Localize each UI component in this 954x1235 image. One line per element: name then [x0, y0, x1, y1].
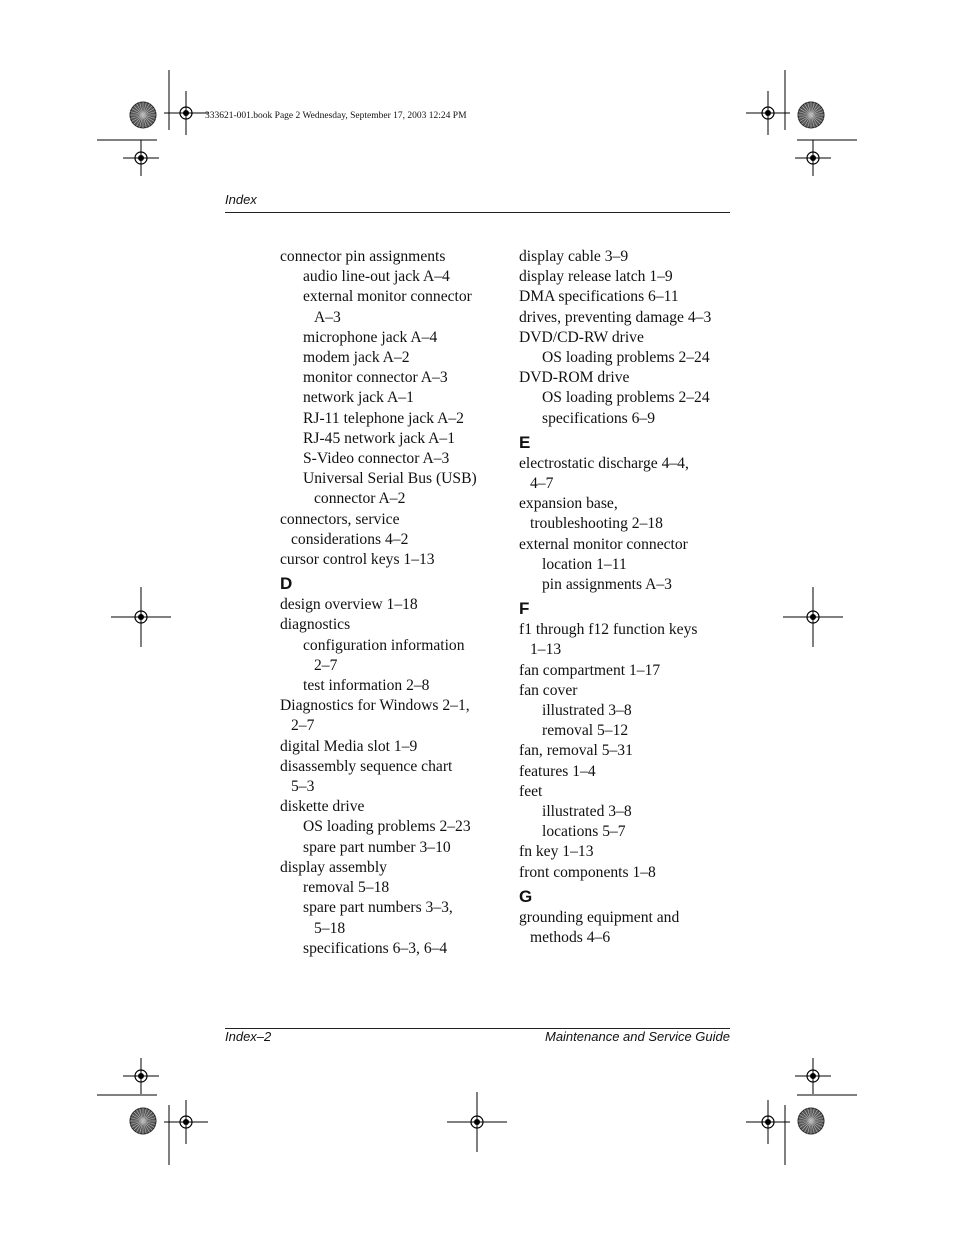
- registration-target-icon: [765, 1119, 771, 1125]
- index-entry: troubleshooting 2–18: [530, 515, 663, 533]
- index-letter-heading: D: [280, 574, 293, 594]
- index-entry: connector A–2: [314, 490, 406, 508]
- index-entry: fan cover: [519, 681, 578, 699]
- index-entry: DVD-ROM drive: [519, 369, 630, 387]
- index-entry: connectors, service: [280, 510, 400, 528]
- book-info-slug: 333621-001.book Page 2 Wednesday, September 17, 2003 12:24 PM: [205, 111, 467, 121]
- index-entry: OS loading problems 2–23: [303, 818, 471, 836]
- index-entry: digital Media slot 1–9: [280, 737, 418, 755]
- index-column-left: [280, 247, 505, 959]
- index-entry: A–3: [314, 308, 341, 326]
- index-entry: cursor control keys 1–13: [280, 551, 435, 569]
- header-rule: [225, 212, 730, 213]
- index-entry: 2–7: [314, 656, 338, 674]
- index-entry: S-Video connector A–3: [303, 450, 450, 468]
- index-letter-heading: E: [519, 432, 531, 452]
- index-entry: locations 5–7: [542, 823, 626, 841]
- index-entry: external monitor connector: [303, 288, 472, 306]
- book-title: Maintenance and Service Guide: [544, 1029, 730, 1044]
- registration-target-icon: [183, 110, 189, 116]
- index-entry: monitor connector A–3: [303, 369, 448, 387]
- index-entry: pin assignments A–3: [542, 576, 672, 594]
- registration-target-icon: [474, 1119, 480, 1125]
- index-entry: Diagnostics for Windows 2–1,: [280, 697, 470, 715]
- index-entry: 5–18: [314, 919, 346, 937]
- index-entry: drives, preventing damage 4–3: [519, 308, 712, 326]
- index-entry: removal 5–12: [542, 722, 629, 740]
- index-entry: display release latch 1–9: [519, 268, 673, 286]
- index-entry: specifications 6–9: [542, 409, 656, 427]
- index-entry: external monitor connector: [519, 535, 688, 553]
- index-entry: connector pin assignments: [280, 248, 446, 265]
- index-entry: DMA specifications 6–11: [519, 288, 679, 306]
- index-entry: f1 through f12 function keys: [519, 621, 698, 639]
- index-entry: 1–13: [530, 641, 562, 659]
- registration-target-icon: [765, 110, 771, 116]
- index-letter-heading: G: [519, 886, 533, 906]
- index-column-right: [519, 247, 734, 948]
- registration-target-icon: [183, 1119, 189, 1125]
- index-entry: display cable 3–9: [519, 248, 629, 265]
- index-entry: test information 2–8: [303, 677, 430, 695]
- index-entry: front components 1–8: [519, 863, 656, 881]
- index-entry: network jack A–1: [303, 389, 414, 407]
- index-entry: RJ-45 network jack A–1: [303, 429, 456, 447]
- running-head: Index: [225, 192, 257, 207]
- index-entry: specifications 6–3, 6–4: [303, 939, 448, 957]
- registration-target-icon: [810, 614, 816, 620]
- registration-target-icon: [138, 1073, 144, 1079]
- index-entry: Universal Serial Bus (USB): [303, 470, 477, 488]
- index-entry: removal 5–18: [303, 879, 390, 897]
- index-entry: fan compartment 1–17: [519, 661, 661, 679]
- registration-target-icon: [810, 1073, 816, 1079]
- index-entry: RJ-11 telephone jack A–2: [303, 409, 464, 427]
- index-entry: OS loading problems 2–24: [542, 389, 710, 407]
- index-entry: features 1–4: [519, 762, 596, 780]
- index-entry: OS loading problems 2–24: [542, 349, 710, 367]
- index-entry: 5–3: [291, 778, 315, 796]
- index-entry: design overview 1–18: [280, 596, 418, 614]
- index-entry: microphone jack A–4: [303, 328, 438, 346]
- index-entry: fan, removal 5–31: [519, 742, 633, 760]
- registration-target-icon: [810, 155, 816, 161]
- index-entry: illustrated 3–8: [542, 702, 632, 720]
- index-letter-heading: F: [519, 599, 530, 619]
- registration-target-icon: [138, 155, 144, 161]
- index-entry: 2–7: [291, 717, 315, 735]
- index-entry: feet: [519, 782, 543, 800]
- page-number: Index–2: [225, 1029, 272, 1044]
- index-entry: considerations 4–2: [291, 530, 409, 548]
- index-entry: expansion base,: [519, 495, 618, 513]
- index-entry: diagnostics: [280, 616, 351, 634]
- index-entry: modem jack A–2: [303, 349, 410, 367]
- index-entry: electrostatic discharge 4–4,: [519, 454, 689, 472]
- index-entry: fn key 1–13: [519, 843, 594, 861]
- index-entry: illustrated 3–8: [542, 803, 632, 821]
- index-entry: diskette drive: [280, 798, 365, 816]
- index-entry: spare part number 3–10: [303, 838, 451, 856]
- index-entry: grounding equipment and: [519, 908, 680, 926]
- index-entry: methods 4–6: [530, 929, 611, 947]
- index-entry: audio line-out jack A–4: [303, 268, 450, 286]
- index-entry: DVD/CD-RW drive: [519, 328, 644, 346]
- index-entry: disassembly sequence chart: [280, 757, 453, 775]
- index-entry: spare part numbers 3–3,: [303, 899, 453, 917]
- index-entry: configuration information: [303, 636, 465, 654]
- index-entry: location 1–11: [542, 555, 627, 573]
- registration-target-icon: [138, 614, 144, 620]
- index-entry: 4–7: [530, 475, 554, 493]
- index-entry: display assembly: [280, 858, 387, 876]
